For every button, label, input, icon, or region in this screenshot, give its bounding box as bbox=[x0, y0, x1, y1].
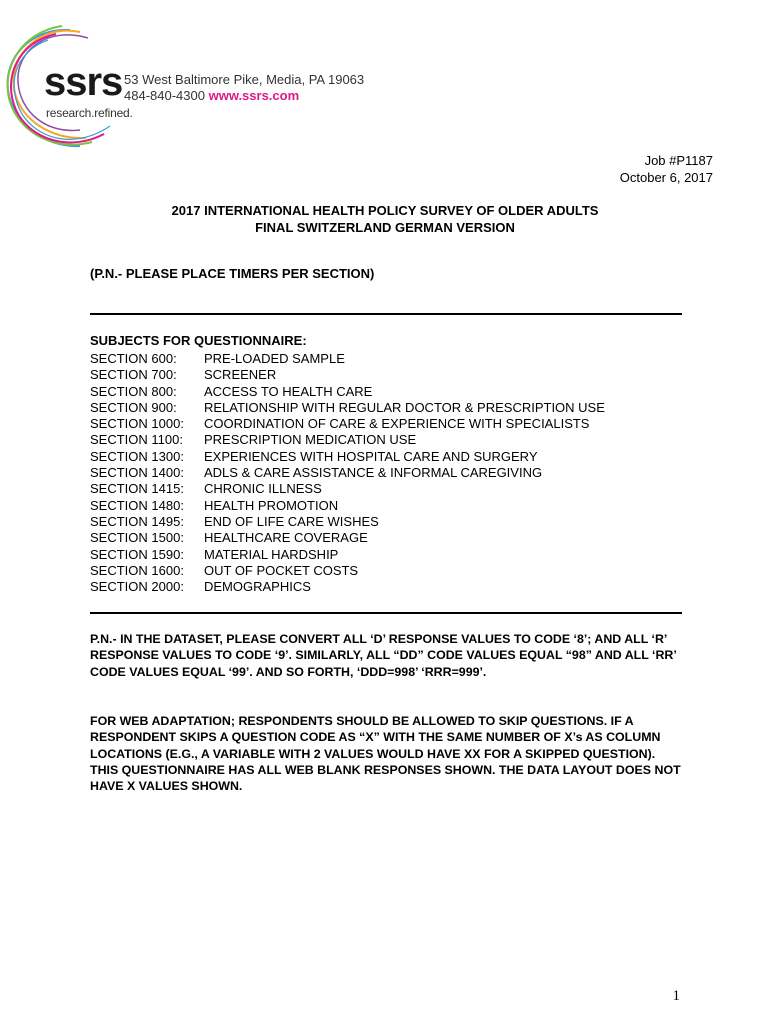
title-line-1: 2017 INTERNATIONAL HEALTH POLICY SURVEY OF OLDER ADULTS bbox=[171, 203, 599, 218]
section-name: HEALTHCARE COVERAGE bbox=[204, 530, 368, 546]
list-item bbox=[90, 432, 605, 448]
web-adaptation-note: FOR WEB ADAPTATION; RESPONDENTS SHOULD BE ALLOWED TO SKIP QUESTIONS. IF A RESPONDENT SKIPS A QUESTION CODE AS “X” WITH THE SAME NUMBER OF X’s AS COLUMN LOCATIONS (E.G., A VARIABLE WITH 2 VALUES WOULD HAVE XX FOR A SKIPPED QUESTION). THIS QUESTIONNAIRE HAS ALL WEB BLANK RESPONSES SHOWN. THE DATA LAYOUT DOES NOT HAVE X VALUES SHOWN. bbox=[90, 714, 681, 794]
section-number: SECTION 1500: bbox=[90, 530, 184, 546]
logo-tagline: research.refined. bbox=[46, 106, 133, 120]
dataset-note: P.N.- IN THE DATASET, PLEASE CONVERT ALL ‘D’ RESPONSE VALUES TO CODE ‘8’; AND ALL ‘R’ RESPONSE VALUES TO CODE ‘9’. SIMILARLY, ALL “DD” CODE VALUES EQUAL “98” AND ALL ‘RR’ CODE VALUES EQUAL ‘99’. AND SO FORTH, ‘DDD=998’ ‘RRR=999’. bbox=[90, 632, 677, 679]
list-item bbox=[90, 579, 605, 595]
section-number: SECTION 700: bbox=[90, 367, 177, 383]
section-number: SECTION 800: bbox=[90, 383, 177, 399]
list-item bbox=[90, 530, 605, 546]
section-number: SECTION 900: bbox=[90, 399, 177, 415]
list-item bbox=[90, 465, 605, 481]
job-info bbox=[620, 152, 713, 186]
section-number: SECTION 1400: bbox=[90, 465, 184, 481]
company-website-link[interactable]: www.ssrs.com bbox=[208, 88, 300, 103]
list-item bbox=[90, 416, 605, 432]
section-name: SCREENER bbox=[204, 367, 277, 383]
list-item bbox=[90, 547, 605, 563]
company-contact bbox=[124, 88, 299, 103]
section-number: SECTION 1415: bbox=[90, 481, 184, 497]
list-item bbox=[90, 514, 605, 530]
subjects-heading: SUBJECTS FOR QUESTIONNAIRE: bbox=[90, 333, 307, 348]
divider bbox=[90, 313, 682, 315]
section-number: SECTION 1000: bbox=[90, 416, 184, 432]
section-number: SECTION 2000: bbox=[90, 579, 184, 595]
section-name: PRESCRIPTION MEDICATION USE bbox=[204, 432, 417, 448]
section-name: MATERIAL HARDSHIP bbox=[204, 546, 339, 562]
job-number: Job #P1187 bbox=[644, 153, 713, 168]
section-number: SECTION 1495: bbox=[90, 513, 184, 529]
company-address: 53 West Baltimore Pike, Media, PA 19063 bbox=[124, 72, 365, 87]
section-name: ADLS & CARE ASSISTANCE & INFORMAL CAREGIVING bbox=[204, 465, 543, 481]
document-title bbox=[0, 202, 770, 236]
section-name: EXPERIENCES WITH HOSPITAL CARE AND SURGERY bbox=[204, 448, 538, 464]
section-name: PRE-LOADED SAMPLE bbox=[204, 351, 345, 366]
section-name: RELATIONSHIP WITH REGULAR DOCTOR & PRESCRIPTION USE bbox=[204, 399, 605, 415]
title-line-2: FINAL SWITZERLAND GERMAN VERSION bbox=[255, 220, 515, 235]
list-item bbox=[90, 481, 605, 497]
section-name: OUT OF POCKET COSTS bbox=[204, 562, 359, 578]
list-item bbox=[90, 400, 605, 416]
section-number: SECTION 1300: bbox=[90, 448, 184, 464]
section-name: CHRONIC ILLNESS bbox=[204, 481, 322, 497]
section-number: SECTION 1600: bbox=[90, 562, 184, 578]
list-item bbox=[90, 351, 605, 367]
list-item bbox=[90, 449, 605, 465]
list-item bbox=[90, 384, 605, 400]
section-number: SECTION 1590: bbox=[90, 546, 184, 562]
section-number: SECTION 1100: bbox=[90, 432, 183, 448]
section-number: SECTION 600: bbox=[90, 351, 177, 366]
section-name: DEMOGRAPHICS bbox=[204, 579, 311, 595]
section-name: ACCESS TO HEALTH CARE bbox=[204, 383, 373, 399]
section-name: COORDINATION OF CARE & EXPERIENCE WITH SPECIALISTS bbox=[204, 416, 590, 432]
company-phone: 484-840-4300 bbox=[124, 88, 205, 103]
list-item bbox=[90, 498, 605, 514]
list-item bbox=[90, 563, 605, 579]
timers-note: (P.N.- PLEASE PLACE TIMERS PER SECTION) bbox=[90, 266, 375, 281]
section-name: END OF LIFE CARE WISHES bbox=[204, 513, 379, 529]
ssrs-logo bbox=[0, 18, 140, 158]
section-list bbox=[90, 351, 605, 595]
logo-wordmark: ssrs bbox=[44, 60, 123, 104]
section-number: SECTION 1480: bbox=[90, 497, 184, 513]
divider bbox=[90, 612, 682, 614]
list-item bbox=[90, 367, 605, 383]
page-number: 1 bbox=[672, 988, 680, 1004]
section-name: HEALTH PROMOTION bbox=[204, 497, 339, 513]
job-date: October 6, 2017 bbox=[619, 170, 713, 185]
